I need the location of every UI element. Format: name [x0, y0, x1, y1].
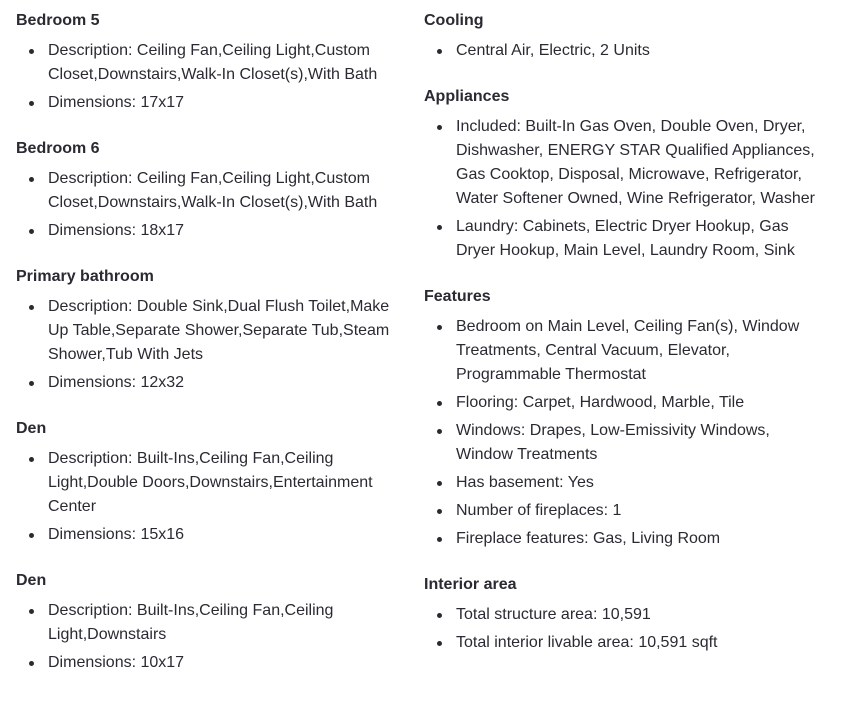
section-title: Cooling	[424, 12, 484, 29]
left-column	[16, 9, 406, 697]
list-item: Description: Built-Ins,Ceiling Fan,Ceiling Light,Double Doors,Downstairs,Entertainment Center	[48, 447, 406, 519]
detail-list	[16, 447, 406, 547]
section-title: Den	[16, 572, 47, 589]
section-appliances	[424, 85, 824, 263]
right-column	[424, 9, 824, 677]
detail-list	[424, 115, 824, 263]
list-item: Dimensions: 12x32	[48, 371, 406, 395]
list-item: Description: Built-Ins,Ceiling Fan,Ceiling Light,Downstairs	[48, 599, 406, 647]
list-item: Included: Built-In Gas Oven, Double Oven, Dryer, Dishwasher, ENERGY STAR Qualified Appliances, Gas Cooktop, Disposal, Microwave, Refrigerator, Water Softener Owned, Wine Refrigerator, Washer	[456, 115, 824, 211]
detail-list	[424, 315, 824, 551]
detail-list	[16, 599, 406, 675]
section-interior-area	[424, 573, 824, 655]
list-item: Number of fireplaces: 1	[456, 499, 824, 523]
list-item: Dimensions: 10x17	[48, 651, 406, 675]
section-bedroom-5	[16, 9, 406, 115]
detail-list	[424, 39, 824, 63]
list-item: Total interior livable area: 10,591 sqft	[456, 631, 824, 655]
list-item: Windows: Drapes, Low-Emissivity Windows, Window Treatments	[456, 419, 824, 467]
list-item: Dimensions: 18x17	[48, 219, 406, 243]
list-item: Dimensions: 15x16	[48, 523, 406, 547]
list-item: Central Air, Electric, 2 Units	[456, 39, 824, 63]
section-den-1	[16, 417, 406, 547]
list-item: Dimensions: 17x17	[48, 91, 406, 115]
section-primary-bathroom	[16, 265, 406, 395]
detail-list	[16, 39, 406, 115]
section-title: Bedroom 6	[16, 140, 100, 157]
list-item: Bedroom on Main Level, Ceiling Fan(s), Window Treatments, Central Vacuum, Elevator, Programmable Thermostat	[456, 315, 824, 387]
section-features	[424, 285, 824, 551]
section-title: Bedroom 5	[16, 12, 100, 29]
list-item: Description: Double Sink,Dual Flush Toilet,Make Up Table,Separate Shower,Separate Tub,Steam Shower,Tub With Jets	[48, 295, 406, 367]
section-title: Interior area	[424, 576, 517, 593]
detail-list	[16, 295, 406, 395]
section-den-2	[16, 569, 406, 675]
list-item: Description: Ceiling Fan,Ceiling Light,Custom Closet,Downstairs,Walk-In Closet(s),With Bath	[48, 39, 406, 87]
section-title: Appliances	[424, 88, 510, 105]
section-bedroom-6	[16, 137, 406, 243]
detail-list	[424, 603, 824, 655]
section-cooling	[424, 9, 824, 63]
list-item: Has basement: Yes	[456, 471, 824, 495]
list-item: Fireplace features: Gas, Living Room	[456, 527, 824, 551]
section-title: Features	[424, 288, 491, 305]
list-item: Description: Ceiling Fan,Ceiling Light,Custom Closet,Downstairs,Walk-In Closet(s),With Bath	[48, 167, 406, 215]
list-item: Total structure area: 10,591	[456, 603, 824, 627]
list-item: Flooring: Carpet, Hardwood, Marble, Tile	[456, 391, 824, 415]
list-item: Laundry: Cabinets, Electric Dryer Hookup, Gas Dryer Hookup, Main Level, Laundry Room, Sink	[456, 215, 824, 263]
section-title: Primary bathroom	[16, 268, 154, 285]
detail-list	[16, 167, 406, 243]
section-title: Den	[16, 420, 47, 437]
